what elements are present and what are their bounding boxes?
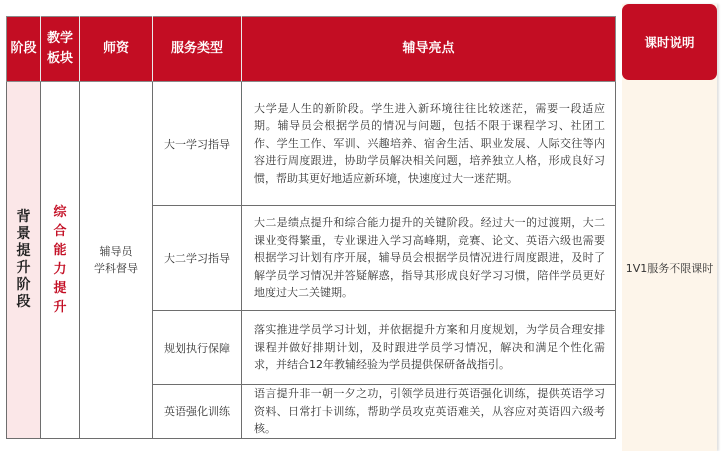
module-label: 综合能力提升 — [53, 204, 67, 315]
header-module: 教学板块 — [41, 17, 80, 82]
highlight-cell: 大二是绩点提升和综合能力提升的关键阶段。经过大一的过渡期，大二课业变得繁重，专业课进入学习高峰期，竞赛、论文、英语六级也需要根据学习计划有序开展，辅导员会根据学员情况进行周度跟进，及时了解学员学习情况并答疑解惑，指导其形成良好学习习惯，陪伴学员更好地度过大二关键期。 — [242, 206, 616, 311]
teacher-cell — [80, 82, 153, 439]
class-hours-card — [622, 4, 717, 451]
service-type-cell: 大一学习指导 — [153, 82, 242, 206]
tutoring-plan-table — [6, 16, 616, 439]
header-teacher: 师资 — [80, 17, 153, 82]
highlight-cell: 语言提升非一朝一夕之功，引领学员进行英语强化训练，提供英语学习资料、日常打卡训练，帮助学员攻克英语难关，从容应对英语四六级考核。 — [242, 385, 616, 439]
teacher-line-2: 学科督导 — [94, 261, 138, 275]
module-cell — [41, 82, 80, 439]
service-type-cell: 英语强化训练 — [153, 385, 242, 439]
table-header-row — [7, 17, 616, 82]
class-hours-value: 1V1服务不限课时 — [625, 262, 714, 275]
header-stage: 阶段 — [7, 17, 41, 82]
class-hours-title: 课时说明 — [622, 4, 717, 80]
highlight-cell: 落实推进学员学习计划，并依据提升方案和月度规划，为学员合理安排课程并做好排期计划，及时跟进学员学习情况，解决和满足个性化需求，并结合12年教辅经验为学员提供保研备战指引。 — [242, 311, 616, 385]
service-type-cell: 规划执行保障 — [153, 311, 242, 385]
header-highlights: 辅导亮点 — [242, 17, 616, 82]
highlight-cell: 大学是人生的新阶段。学生进入新环境往往比较迷茫，需要一段适应期。辅导员会根据学员的情况与问题，包括不限于课程学习、社团工作、学生工作、军训、兴趣培养、宿舍生活、职业发展、人际交往等内容进行周度跟进，协助学员解决相关问题，培养独立人格，形成良好习惯，帮助其更好地适应新环境，快速度过大一迷茫期。 — [242, 82, 616, 206]
stage-cell — [7, 82, 41, 439]
table-row — [7, 82, 616, 206]
header-service-type: 服务类型 — [153, 17, 242, 82]
stage-label: 背景提升阶段 — [16, 208, 31, 310]
teacher-line-1: 辅导员 — [99, 244, 133, 258]
service-type-cell: 大二学习指导 — [153, 206, 242, 311]
